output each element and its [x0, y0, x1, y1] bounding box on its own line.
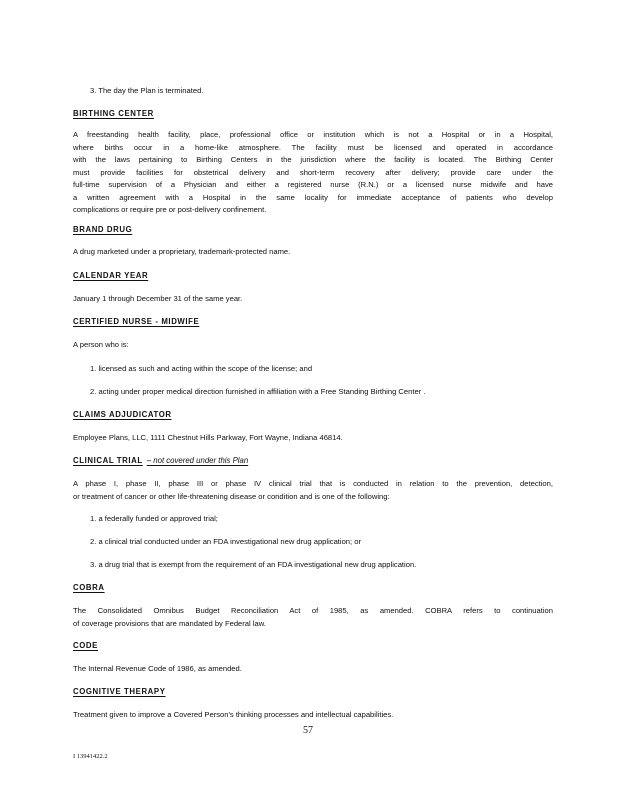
definition-brand-drug — [73, 246, 553, 259]
heading-code: CODE — [73, 641, 98, 650]
definition-certified-nurse-midwife — [73, 339, 553, 352]
heading-clinical-trial: CLINICAL TRIAL – not covered under this Plan — [73, 456, 249, 465]
heading-certified-nurse-midwife: CERTIFIED NURSE - MIDWIFE — [73, 317, 200, 326]
heading-birthing-center: BIRTHING CENTER — [73, 109, 154, 118]
definition-line: with the laws pertaining to Birthing Centers in the jurisdiction where the facility is located. The Birthing Center — [73, 155, 553, 164]
definition-line: January 1 through December 31 of the same year. — [73, 294, 243, 303]
definition-code — [73, 663, 553, 676]
definition-line: must provide facilities for obstetrical delivery and short-term recovery after delivery; provide care under the — [73, 167, 553, 177]
definition-clinical-trial — [73, 478, 553, 503]
heading-cognitive-therapy: COGNITIVE THERAPY — [73, 687, 166, 696]
definition-birthing-center — [73, 129, 553, 217]
document-id: I 13941422.2 — [73, 753, 108, 760]
definition-line: of coverage provisions that are mandated by Federal law. — [73, 618, 266, 628]
definition-claims-adjudicator — [73, 432, 553, 445]
definition-cobra — [73, 605, 553, 630]
definition-line: a written agreement with a Hospital in the same locality for immediate acceptance of patients who develop — [73, 192, 553, 202]
definition-line: A phase I, phase II, phase III or phase IV clinical trial that is conducted in relation to the prevention, detection, — [73, 479, 553, 488]
definition-line: or treatment of cancer or other life-threatening disease or condition and is one of the following: — [73, 491, 390, 501]
heading-calendar-year: CALENDAR YEAR — [73, 271, 149, 280]
intro-list-item: 3. The day the Plan is terminated. — [90, 86, 204, 95]
list-item: 1. licensed as such and acting within the scope of the license; and — [90, 364, 313, 373]
heading-cobra: COBRA — [73, 583, 105, 592]
definition-line: A freestanding health facility, place, professional office or institution which is not a Hospital or in a Hospital, — [73, 130, 553, 139]
list-item: 2. a clinical trial conducted under an FDA investigational new drug application; or — [90, 537, 362, 546]
definition-line: Employee Plans, LLC, 1111 Chestnut Hills Parkway, Fort Wayne, Indiana 46814. — [73, 433, 343, 442]
definition-line: The Consolidated Omnibus Budget Reconciliation Act of 1985, as amended. COBRA refers to continuation — [73, 606, 553, 615]
definition-line: full-time supervision of a Physician and either a registered nurse (R.N.) or a licensed nurse midwife and have — [73, 180, 553, 189]
definition-line: A drug marketed under a proprietary, trademark-protected name. — [73, 247, 291, 256]
heading-claims-adjudicator: CLAIMS ADJUDICATOR — [73, 410, 172, 419]
definition-cognitive-therapy — [73, 709, 553, 722]
list-item: 2. acting under proper medical direction furnished in affiliation with a Free Standing Birthing Center . — [90, 387, 426, 396]
definition-line: Treatment given to improve a Covered Person's thinking processes and intellectual capabilities. — [73, 710, 394, 719]
heading-brand-drug: BRAND DRUG — [73, 225, 133, 234]
definition-line: complications or require pre or post-delivery confinement. — [73, 205, 267, 214]
list-item: 3. a drug trial that is exempt from the requirement of an FDA investigational new drug application. — [90, 560, 417, 569]
definition-line: where births occur in a home-like atmosphere. The facility must be licensed and operated in accordance — [73, 142, 553, 152]
definition-line: A person who is: — [73, 340, 129, 349]
page-number: 57 — [303, 725, 313, 736]
clinical-trial-note: – not covered under this Plan — [146, 456, 249, 465]
definition-line: The Internal Revenue Code of 1986, as amended. — [73, 664, 242, 673]
list-item: 1. a federally funded or approved trial; — [90, 514, 218, 523]
definition-calendar-year — [73, 293, 553, 306]
